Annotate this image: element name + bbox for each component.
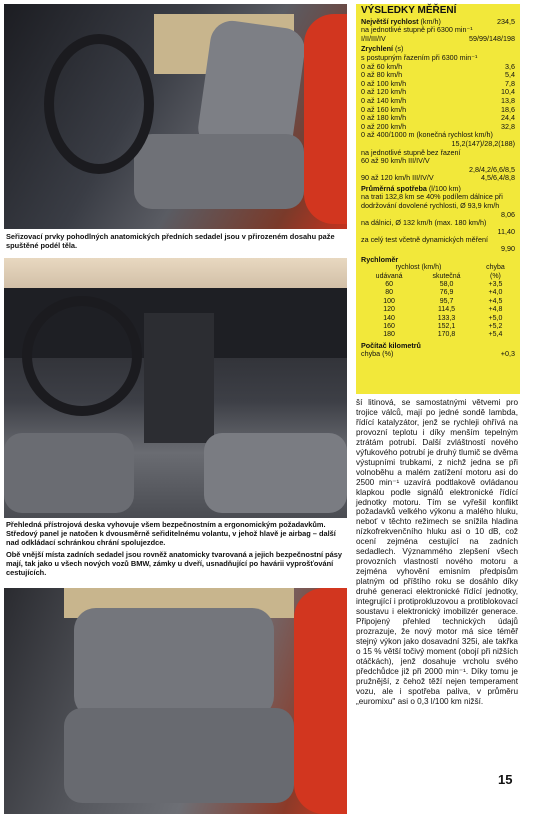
center-console <box>144 313 214 443</box>
consumption-value1: 8,06 <box>501 209 515 219</box>
results-box <box>356 4 520 394</box>
table-row: 100 95,7 +4,5 <box>383 297 503 305</box>
steering-wheel <box>44 34 154 174</box>
table-row: 180 170,8 +5,4 <box>383 331 503 339</box>
photo1-caption: Seřizovací prvky pohodlných anatomických předních sedadel jsou v přirozeném dosahu paže spuštěné podél těla. <box>6 232 335 251</box>
accel-row: 0 až 60 km/h 3,6 <box>361 61 515 71</box>
elastic-60-value: 2,8/4,2/6,6/8,5 <box>469 164 515 174</box>
accel-row: 0 až 120 km/h 10,4 <box>361 87 515 97</box>
accel-row: 0 až 140 km/h 13,8 <box>361 95 515 105</box>
rear-seat-backrest <box>74 608 274 718</box>
speedo-sub3: (%) <box>489 272 501 280</box>
accel-400-label: 0 až 400/1000 m (konečná rychlost km/h) <box>361 130 493 140</box>
results-title: VÝSLEDKY MĚŘENÍ <box>361 5 457 16</box>
passenger-seat <box>204 433 347 513</box>
elastic-90-row: 90 až 120 km/h III/IV/V 4,5/6,4/8,8 <box>361 173 515 183</box>
max-speed-gears: I/II/III/IV <box>361 33 386 43</box>
accel-unit: (s) <box>394 44 404 54</box>
page-number: 15 <box>498 772 513 787</box>
accel-row: 0 až 180 km/h 24,4 <box>361 113 515 123</box>
odo-err-value: +0,3 <box>500 349 515 359</box>
consumption-value3: 9,90 <box>501 244 515 254</box>
table-row: 80 76,9 +4,0 <box>385 289 503 297</box>
consumption-unit: (l/100 km) <box>428 183 461 193</box>
accel-row: 0 až 160 km/h 18,6 <box>361 104 515 114</box>
rear-seat-cushion <box>64 708 294 803</box>
speedometer-table <box>361 264 515 340</box>
consumption-text3: za celý test včetně dynamických měření <box>361 235 489 245</box>
consumption-text: na trati 132,8 km se 40% podílem dálnice při dodržování dovolené rychlosti, Ø 93,9 km/h <box>361 192 503 211</box>
accel-row: 0 až 200 km/h 32,8 <box>361 121 515 131</box>
max-speed-gear-values: 59/99/148/198 <box>469 33 515 43</box>
odo-label: Počítač kilometrů <box>361 340 421 350</box>
dashboard-photo <box>4 258 347 518</box>
consumption-text2: na dálnici, Ø 132 km/h (max. 180 km/h) <box>361 218 487 228</box>
table-row: 160 152,1 +5,2 <box>383 323 503 331</box>
table-row: 140 133,3 +5,0 <box>383 314 503 322</box>
driver-seat <box>4 433 134 513</box>
steering-wheel-bmw <box>22 296 142 416</box>
elastic-60-label: 60 až 90 km/h III/IV/V <box>361 156 430 166</box>
photo3-caption: Obě vnější místa zadních sedadel jsou rovněž anatomicky tvarovaná a jejich bezpečnostní pásy mají, tak jako u všech nových vozů BMW, zámky u dveří, usnadňující po havárii vyprošťování cestujících. <box>6 550 342 578</box>
speedo-sub1: udávaná <box>375 272 403 280</box>
max-speed-note: na jednotlivé stupně při 6300 min⁻¹ <box>361 25 473 35</box>
elastic-note: na jednotlivé stupně bez řazení <box>361 147 461 157</box>
accel-row: 0 až 100 km/h 7,8 <box>361 78 515 88</box>
accel-label: Zrychlení <box>361 44 393 54</box>
speedo-head2: chyba <box>486 264 505 272</box>
table-row: 60 58,0 +3,5 <box>385 281 503 289</box>
table-row: 120 114,5 +4,8 <box>383 306 503 314</box>
red-door-frame <box>294 588 347 814</box>
red-door-panel <box>304 14 347 224</box>
max-speed-unit: (km/h) <box>420 16 441 26</box>
speedo-head1: rychlost (km/h) <box>395 264 442 272</box>
odo-err-label: chyba (%) <box>361 349 394 359</box>
accel-row: 0 až 80 km/h 5,4 <box>361 70 515 80</box>
max-speed-value: 234,5 <box>497 16 515 26</box>
article-body-text: ší litinová, se samostatnými větvemi pro trojice válců, mají po jedné sondě lambda, řídící katalyzátor, jenž se rychleji ohřívá na provozní teplotu i díky menším tepelným ztrátám potrubí. Další zvláštností nového výfukového potrubí je druhý tlumič se dvěma výstupními trubkami, z nichž jedna se při volnoběhu a malém zatížení motoru asi do 2500 min⁻¹ uzavírá podtlakově ovládanou klapkou podle signálů elektronické řídící jednotky motoru. Tím se vyřešil konflikt požadavků velkého výkonu a malého hluku, neboť v těchto režimech se snížila hladina nízkofrekvenčního hluku asi o 10 dB, což ocení zejména cestující na zadních sedadlech. Význammého zlepšení všech provozních vlastností nového motoru a zejména vyhovění emisním předpisům platným od příštího roku se dosáhlo díky druhé generaci elektronické řídící jednotky, integrující i protiprokluzovou a protiblokovací soustavu i elektronický imobilizér generace. Připojený přehled technických údajů prozrazuje, že nový motor má sice téměř stejný výkon jako dosavadní 325i, ale takřka o 15 % větší točivý moment (obojí při nižších otáčkách), jenž dosahuje vrcholu svého předchůdce již při 2000 min⁻¹. Díky tomu je pružnější, z čehož těží nejen temperament vozu, ale i spotřeba paliva, v průměru „euromixu" asi o 0,3 l/100 km nižší. <box>356 398 519 706</box>
front-seats-photo <box>4 4 347 229</box>
driver-seat-cushion <box>134 134 304 209</box>
photo2-caption: Přehledná přístrojová deska vyhovuje všem bezpečnostním a ergonomickým požadavkům. Středový panel je natočen k dvousměrně seřiditelnému volantu, v jehož hlavě je airbag – další nad odkládací schránkou chrání spolujezdce. <box>6 520 336 548</box>
max-speed-label: Největší rychlost <box>361 16 419 26</box>
consumption-value2: 11,40 <box>497 226 515 236</box>
accel-400-value: 15,2(147)/28,2(188) <box>451 138 515 148</box>
consumption-label: Průměrná spotřeba <box>361 183 427 193</box>
rear-seats-photo <box>4 588 347 814</box>
speedo-label: Rychloměr <box>361 254 399 264</box>
accel-note: s postupným řazením při 6300 min⁻¹ <box>361 52 478 62</box>
speedo-sub2: skutečná <box>432 272 461 280</box>
